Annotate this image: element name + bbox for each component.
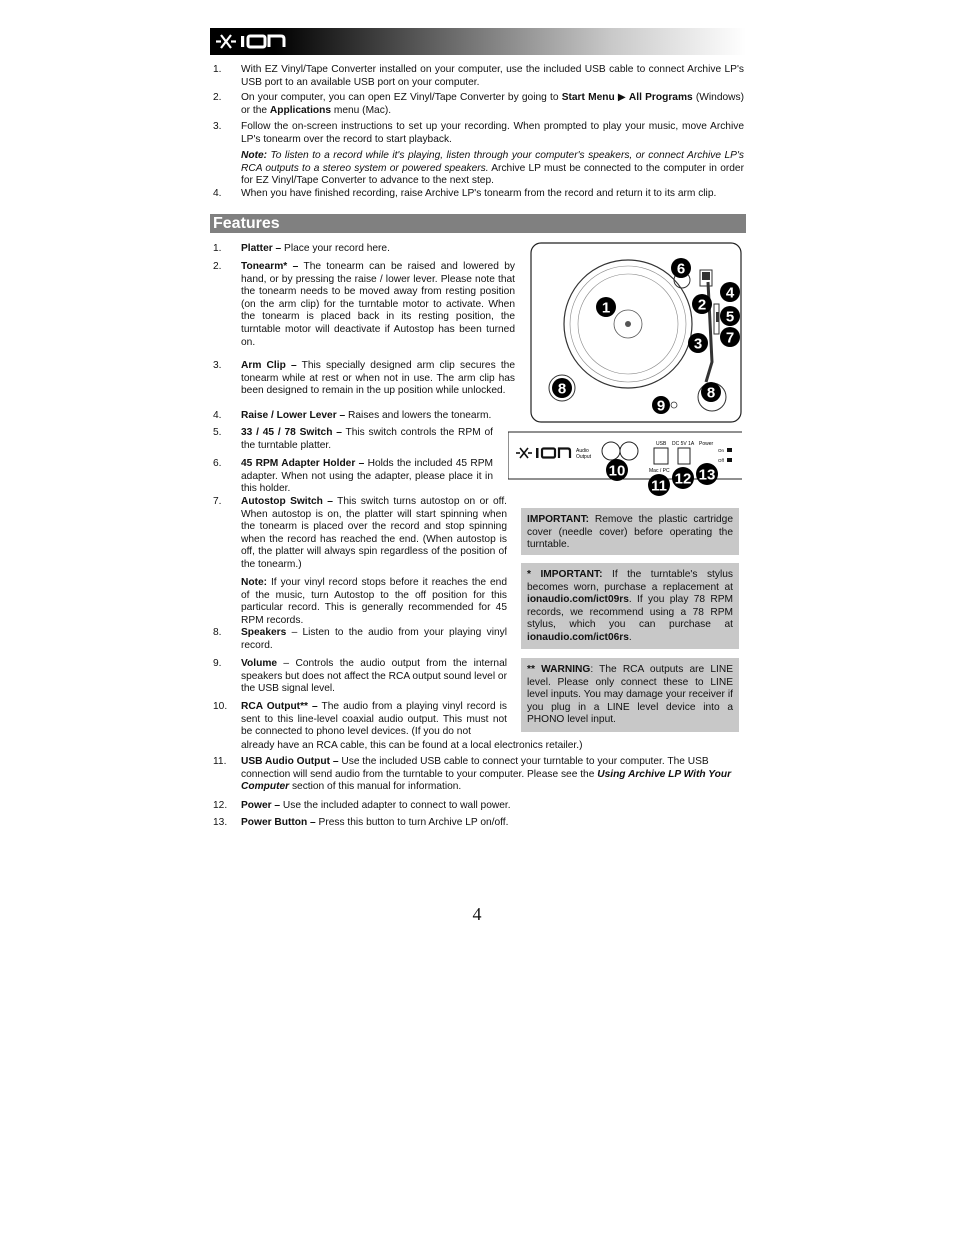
- text-run: To listen to a record while it's playing, listen through your computer's speakers, or connect Archive LP's RCA outputs to a stereo system or powered speakers.: [241, 150, 744, 174]
- text-run: 45 RPM Adapter Holder –: [241, 458, 365, 469]
- text-run: . If you play 78 RPM records, we recommend using a 78 RPM stylus, which you can purchase at: [527, 594, 733, 631]
- page-number: 4: [472, 904, 482, 924]
- text-run: USB Audio Output –: [241, 756, 339, 767]
- important-needle-cover-box: [521, 508, 739, 555]
- callout-4: 4: [725, 284, 735, 302]
- rca-left-jack: [602, 442, 620, 460]
- text-run: Tonearm* –: [241, 261, 299, 272]
- text-run: Platter –: [241, 243, 282, 254]
- text-run: Remove the plastic cartridge cover (needle cover) before operating the turntable.: [527, 514, 733, 551]
- feature-number: 1.: [213, 243, 222, 254]
- callout-9: 9: [656, 397, 666, 415]
- text-run: Raise / Lower Lever –: [241, 410, 346, 421]
- text-run: Using Archive LP With Your Computer: [241, 768, 732, 793]
- text-run: Note:: [241, 150, 268, 161]
- feature-text: [241, 458, 493, 496]
- feature-text: [241, 800, 744, 813]
- text-run: – Controls the audio output from the internal speakers but does not affect the RCA output sound level or the USB signal level.: [241, 658, 507, 695]
- feature-number: 7.: [213, 496, 222, 507]
- text-run: Place your record here.: [281, 243, 390, 254]
- feature-text: [241, 360, 515, 398]
- text-run: – Listen to the audio from your playing vinyl record.: [241, 627, 507, 651]
- text-run: With EZ Vinyl/Tape Converter installed on your computer, use the included USB cable to connect Archive LP's USB port to an available USB port on your computer.: [241, 64, 744, 88]
- step-number: 1.: [213, 64, 222, 75]
- callout-7: 7: [725, 329, 735, 347]
- text-run: .: [628, 631, 632, 643]
- text-run: Press this button to turn Archive LP on/off.: [315, 817, 509, 828]
- feature-text: [241, 410, 515, 423]
- rear-ion-logo: [516, 448, 570, 458]
- text-run: Use the included USB cable to connect your turntable to your computer. The USB connection will send audio from the turntable to your computer. Please see the: [241, 756, 709, 780]
- text-run: Use the included adapter to connect to wall power.: [280, 800, 511, 811]
- text-run: ionaudio.com/ict09rs: [527, 594, 629, 606]
- rca-right-jack: [620, 442, 638, 460]
- feature-text: [241, 658, 507, 696]
- text-run: The tonearm can be raised and lowered by hand, or by pressing the raise / lower lever. Please note that the tonearm needs to be moved away from resting position (on the arm clip) for the turntable motor to activate. When the tonearm is placed back in its resting position, the turntable motor will deactivate if Autostop has been turned on.: [241, 261, 515, 348]
- intro-steps: [213, 64, 744, 204]
- rear-callouts: [606, 459, 718, 496]
- text-run: Power –: [241, 800, 281, 811]
- step-text: [241, 150, 744, 188]
- text-run: : The RCA outputs are LINE level. Please only connect these to LINE level inputs. You may damage your receiver if you plug in a LINE level device into a PHONO level input.: [527, 664, 734, 726]
- text-run: If the turntable's stylus becomes worn, purchase a replacement at: [527, 569, 733, 593]
- on-label: On: [718, 448, 725, 453]
- feature-number: 9.: [213, 658, 222, 669]
- step-number: 3.: [213, 121, 222, 132]
- feature-text: [241, 427, 493, 452]
- callout-6: 6: [676, 260, 686, 278]
- text-run: Volume: [241, 658, 278, 669]
- text-run: When you have finished recording, raise Archive LP's tonearm from the record and return it to its arm clip.: [241, 188, 717, 199]
- callout-3: 3: [693, 335, 703, 353]
- feature-text: [241, 261, 515, 349]
- usb-label: USB: [656, 441, 667, 447]
- callout-2: 2: [697, 296, 707, 314]
- text-run: Arm Clip –: [241, 360, 297, 371]
- text-run: All Programs: [628, 92, 693, 103]
- callout-11: 11: [651, 477, 667, 495]
- callout-5: 5: [725, 308, 735, 326]
- callout-13: 13: [698, 466, 716, 484]
- dc-label: DC 5V 1A: [672, 441, 695, 447]
- callout-8-left: 8: [557, 380, 567, 398]
- callout-10: 10: [608, 462, 626, 480]
- text-run: ** WARNING: [527, 664, 591, 675]
- text-run: The audio from a playing vinyl record is sent to this line-level coaxial audio output. This must not be connected to phono level devices. (If you do not: [241, 701, 507, 738]
- step-text: [241, 92, 744, 117]
- step-number: 2.: [213, 92, 222, 103]
- feature-text: [241, 577, 507, 627]
- feature-text: [241, 701, 507, 739]
- text-run: already have an RCA cable, this can be found at a local electronics retailer.): [241, 740, 583, 751]
- warning-rca-box: [521, 658, 739, 732]
- features-heading: Features: [213, 215, 280, 232]
- text-run: On your computer, you can open EZ Vinyl/Tape Converter by going to: [241, 92, 562, 103]
- feature-number: 13.: [213, 817, 228, 828]
- text-run: Start Menu: [561, 92, 615, 103]
- feature-number: 10.: [213, 701, 228, 712]
- feature-text: [241, 756, 744, 794]
- feature-number: 11.: [213, 756, 227, 767]
- audio-output-label-2: Output: [576, 454, 592, 460]
- text-run: 33 / 45 / 78 Switch –: [241, 427, 342, 438]
- header-bar: [210, 28, 746, 55]
- text-run: menu (Mac).: [331, 104, 392, 116]
- feature-text: [241, 817, 744, 830]
- power-label: Power: [699, 441, 714, 447]
- text-run: ▶: [614, 92, 629, 103]
- important-stylus-box: [521, 563, 739, 649]
- text-run: Archive LP must be connected to the computer in order for EZ Vinyl/Tape Converter to advance to the next step.: [241, 162, 744, 187]
- usb-port: [654, 448, 668, 464]
- features-heading-bar: [210, 214, 746, 233]
- feature-text: [241, 243, 515, 256]
- text-run: Follow the on-screen instructions to set up your recording. When prompted to play your music, move Archive LP's tonearm over the record to start playback.: [241, 121, 744, 145]
- text-run: IMPORTANT:: [527, 514, 590, 525]
- audio-output-label-1: Audio: [576, 448, 589, 454]
- step-text: [241, 64, 744, 89]
- feature-text: [241, 496, 507, 572]
- mac-pc-label: Mac / PC: [649, 468, 670, 474]
- text-run: (Windows) or the: [241, 92, 744, 116]
- turntable-rear-diagram: [508, 430, 742, 498]
- text-run: Applications: [269, 104, 332, 116]
- feature-text: [241, 627, 507, 652]
- feature-number: 2.: [213, 261, 222, 272]
- off-label: Off: [718, 458, 724, 463]
- text-run: ionaudio.com/ict06rs: [527, 631, 629, 643]
- text-run: Power Button –: [241, 817, 316, 828]
- callout-8-right: 8: [706, 384, 716, 402]
- text-run: Raises and lowers the tonearm.: [345, 410, 492, 421]
- text-run: Autostop Switch –: [241, 496, 333, 507]
- callout-12: 12: [674, 470, 692, 488]
- text-run: section of this manual for information.: [289, 781, 462, 793]
- feature-number: 12.: [213, 800, 228, 811]
- step-text: [241, 188, 744, 201]
- step-number: 4.: [213, 188, 222, 199]
- feature-number: 6.: [213, 458, 222, 469]
- text-run: This specially designed arm clip secures the tonearm while at rest or when not in use. The arm clip has been designed to remain in the up position while unlocked.: [241, 360, 515, 397]
- feature-number: 4.: [213, 410, 222, 421]
- text-run: Holds the included 45 RPM adapter. When not using the adapter, please place it in this holder.: [241, 458, 493, 495]
- dc-jack: [678, 448, 690, 464]
- text-run: If your vinyl record stops before it reaches the end of the music, turn Autostop to the off position for this particular record. This is generally recommended for 45 RPM records.: [241, 577, 507, 626]
- text-run: RCA Output** –: [241, 701, 318, 712]
- text-run: Speakers: [241, 627, 287, 638]
- text-run: This switch controls the RPM of the turntable platter.: [241, 427, 493, 451]
- feature-number: 5.: [213, 427, 222, 438]
- feature-number: 3.: [213, 360, 222, 371]
- step-text: [241, 121, 744, 146]
- callout-1: 1: [601, 299, 611, 317]
- feature-text: [241, 740, 744, 753]
- text-run: This switch turns autostop on or off. When autostop is on, the platter will start spinning when the tonearm is placed over the record and stop spinning when the record has reached the end. (When autostop is off, the platter will always spin regardless of the position of the tonearm.): [241, 496, 507, 570]
- feature-number: 8.: [213, 627, 222, 638]
- text-run: Note:: [241, 577, 268, 588]
- ion-logo: [212, 28, 292, 55]
- text-run: * IMPORTANT:: [527, 569, 603, 580]
- turntable-top-diagram: [530, 242, 742, 424]
